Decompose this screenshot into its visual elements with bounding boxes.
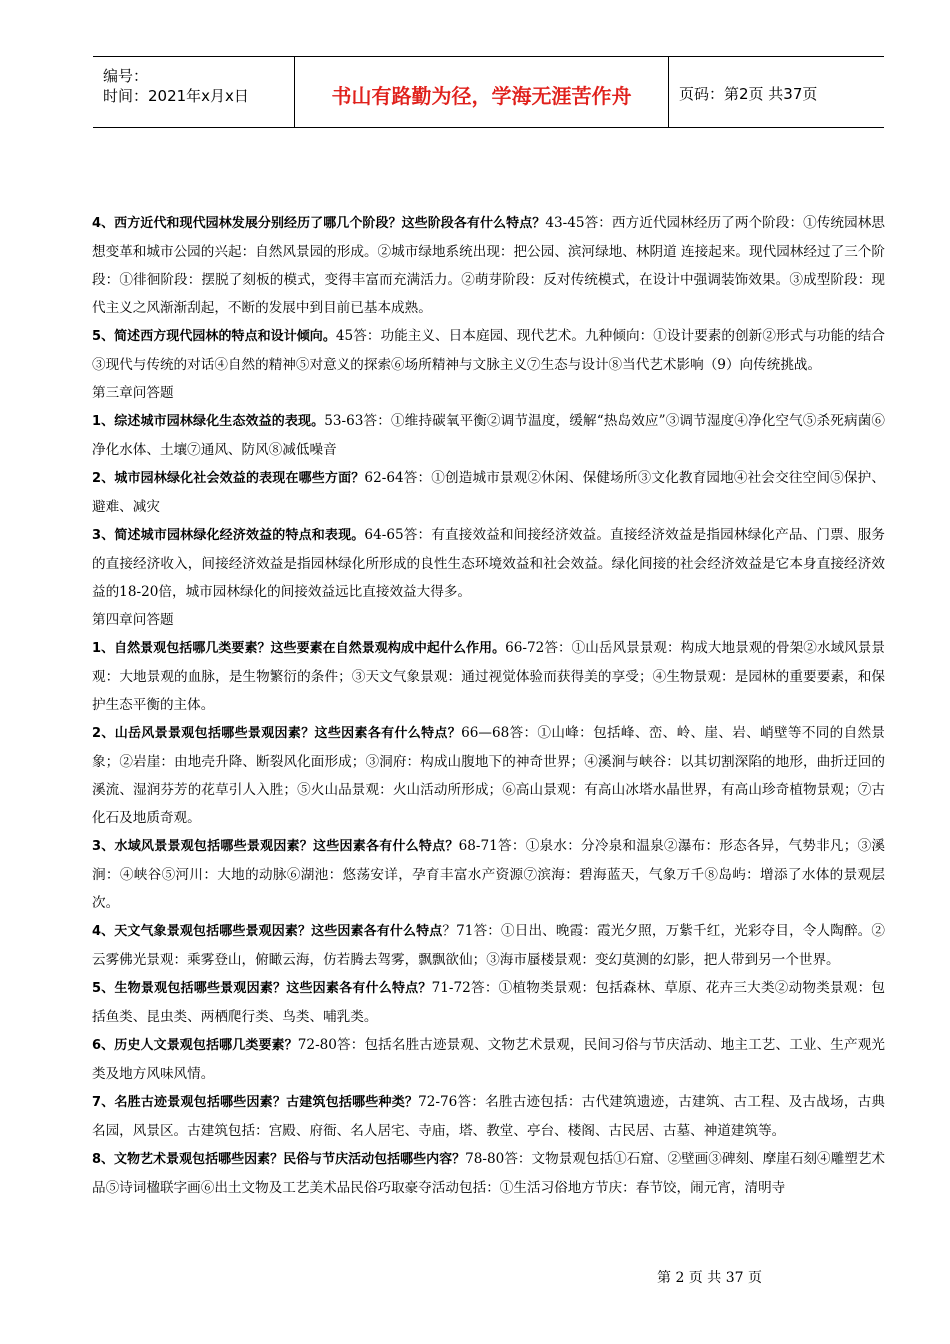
qa-paragraph	[92, 719, 885, 832]
qa-paragraph	[92, 1145, 885, 1202]
header-left-cell	[93, 57, 295, 127]
qa-paragraph	[92, 974, 885, 1031]
document-number-label: 编号：	[103, 67, 149, 85]
answer-text: 68-71答：①泉水：分冷泉和温泉②瀑布：形态各异，气势非凡；③溪涧：④峡谷⑤河川：大地的动脉⑥湖池：悠荡安详，孕育丰富水产资源⑦滨海：碧海蓝天，气象万千⑧岛屿：增添了水体的景观层次。	[92, 838, 886, 911]
answer-text: 72-80答：包括名胜古迹景观、文物艺术景观，民间习俗与节庆活动、地主工艺、工业、生产观光类及地方风味风情。	[92, 1037, 885, 1082]
qa-paragraph	[92, 407, 885, 464]
question-text: 2、城市园林绿化社会效益的表现在哪些方面？	[92, 471, 365, 486]
header-table	[93, 56, 884, 128]
question-text: 3、简述城市园林绿化经济效益的特点和表现。	[92, 528, 365, 543]
header-page-cell	[669, 57, 884, 127]
document-time-label: 时间：2021年x月x日	[103, 87, 249, 105]
qa-paragraph	[92, 322, 885, 379]
question-text: 1、综述城市园林绿化生态效益的表现。	[92, 414, 325, 429]
question-text: 8、文物艺术景观包括哪些因素？民俗与节庆活动包括哪些内容？	[92, 1152, 466, 1167]
answer-text: 62-64答：①创造城市景观②休闲、保健场所③文化教育园地④社会交往空间⑤保护、避难、减灾	[92, 470, 886, 515]
qa-paragraph	[92, 917, 885, 974]
answer-text: 43-45答：西方近代园林经历了两个阶段：①传统园林思想变革和城市公园的兴起：自然风景园的形成。②城市绿地系统出现：把公园、滨河绿地、林阴道 连接起来。现代园林经过了三个阶段：①徘徊阶段：摆脱了刻板的模式，变得丰富而充满活力。②萌芽阶段：反对传统模式，在设计中强调装饰效果。③成型阶段：现代主义之风渐渐刮起，不断的发展中到目前已基本成熟。	[92, 215, 886, 316]
qa-paragraph	[92, 832, 885, 917]
answer-text: 66—68答：①山峰：包括峰、峦、岭、崖、岩、峭壁等不同的自然景象；②岩崖：由地壳升降、断裂风化面形成；③洞府：构成山腹地下的神奇世界；④溪涧与峡谷：以其切割深陷的地形，曲折迂回的溪流、湿润芬芳的花草引人入胜；⑤火山品景观：火山活动所形成；⑥高山景观：有高山冰塔水晶世界，有高山珍奇植物景观；⑦古化石及地质奇观。	[92, 725, 886, 826]
question-text: 5、简述西方现代园林的特点和设计倾向。	[92, 329, 336, 344]
header-motto-cell	[295, 57, 669, 127]
qa-paragraph	[92, 634, 885, 719]
qa-paragraph	[92, 464, 885, 521]
document-body	[92, 209, 885, 1202]
question-text: 5、生物景观包括哪些景观因素？这些因素各有什么特点？	[92, 981, 432, 996]
qa-paragraph	[92, 521, 885, 606]
question-text: 3、水域风景景观包括哪些景观因素？这些因素各有什么特点？	[92, 839, 459, 854]
page-info: 页码：第2页 共37页	[679, 85, 818, 103]
question-text: 2、山岳风景景观包括哪些景观因素？这些因素各有什么特点？	[92, 726, 462, 741]
answer-text: 71-72答：①植物类景观：包括森林、草原、花卉三大类②动物类景观：包括鱼类、昆虫类、两栖爬行类、鸟类、哺乳类。	[92, 980, 886, 1025]
question-text: 6、历史人文景观包括哪几类要素？	[92, 1038, 298, 1053]
answer-text: 72-76答：名胜古迹包括：古代建筑遗迹，古建筑、古工程、及古战场，古典名园，风景区。古建筑包括：宫殿、府衙、名人居宅、寺庙，塔、教堂、亭台、楼阁、古民居、古墓、神道建筑等。	[92, 1094, 886, 1139]
answer-text: 78-80答：文物景观包括①石窟、②壁画③碑刻、摩崖石刻④雕塑艺术品⑤诗词楹联字画⑥出土文物及工艺美术品民俗巧取豪夺活动包括：①生活习俗地方节庆：春节饺，闹元宵，清明寺	[92, 1151, 886, 1196]
qa-paragraph	[92, 209, 885, 322]
answer-text: ？71答：①日出、晚霞：霞光夕照，万紫千红，光彩夺目，令人陶醉。②云雾佛光景观：乘雾登山，俯瞰云海，仿若腾去驾雾，飘飘欲仙；③海市蜃楼景观：变幻莫测的幻影，把人带到另一个世界。	[92, 923, 885, 968]
answer-text: 64-65答：有直接效益和间接经济效益。直接经济效益是指园林绿化产品、门票、服务的直接经济收入，间接经济效益是指园林绿化所形成的良性生态环境效益和社会效益。绿化间接的社会经济效益是它本身直接经济效益的18-20倍，城市园林绿化的间接效益远比直接效益大得多。	[92, 527, 886, 600]
answer-text: 45答：功能主义、日本庭园、现代艺术。九种倾向：①设计要素的创新②形式与功能的结合③现代与传统的对话④自然的精神⑤对意义的探索⑥场所精神与文脉主义⑦生态与设计⑧当代艺术影响（9）向传统挑战。	[92, 328, 886, 373]
question-text: 4、天文气象景观包括哪些景观因素？这些因素各有什么特点	[92, 924, 443, 939]
qa-paragraph	[92, 1088, 885, 1145]
answer-text: 53-63答：①维持碳氧平衡②调节温度，缓解“热岛效应”③调节湿度④净化空气⑤杀死病菌⑥净化水体、土壤⑦通风、防风⑧减低噪音	[92, 413, 886, 458]
motto-text: 书山有路勤为径，学海无涯苦作舟	[331, 84, 632, 108]
chapter-heading: 第四章问答题	[92, 612, 174, 628]
question-text: 1、自然景观包括哪几类要素？这些要素在自然景观构成中起什么作用。	[92, 641, 506, 656]
question-text: 7、名胜古迹景观包括哪些因素？古建筑包括哪些种类？	[92, 1095, 419, 1110]
qa-paragraph	[92, 1031, 885, 1088]
chapter-heading: 第三章问答题	[92, 385, 174, 401]
answer-text: 66-72答：①山岳风景景观：构成大地景观的骨架②水域风景景观：大地景观的血脉，是生物繁衍的条件；③天文气象景观：通过视觉体验而获得美的享受；④生物景观：是园林的重要要素，和保护生态平衡的主体。	[92, 640, 885, 713]
page-footer: 第 2 页 共 37 页	[657, 1270, 762, 1286]
question-text: 4、西方近代和现代园林发展分别经历了哪几个阶段？这些阶段各有什么特点？	[92, 216, 546, 231]
